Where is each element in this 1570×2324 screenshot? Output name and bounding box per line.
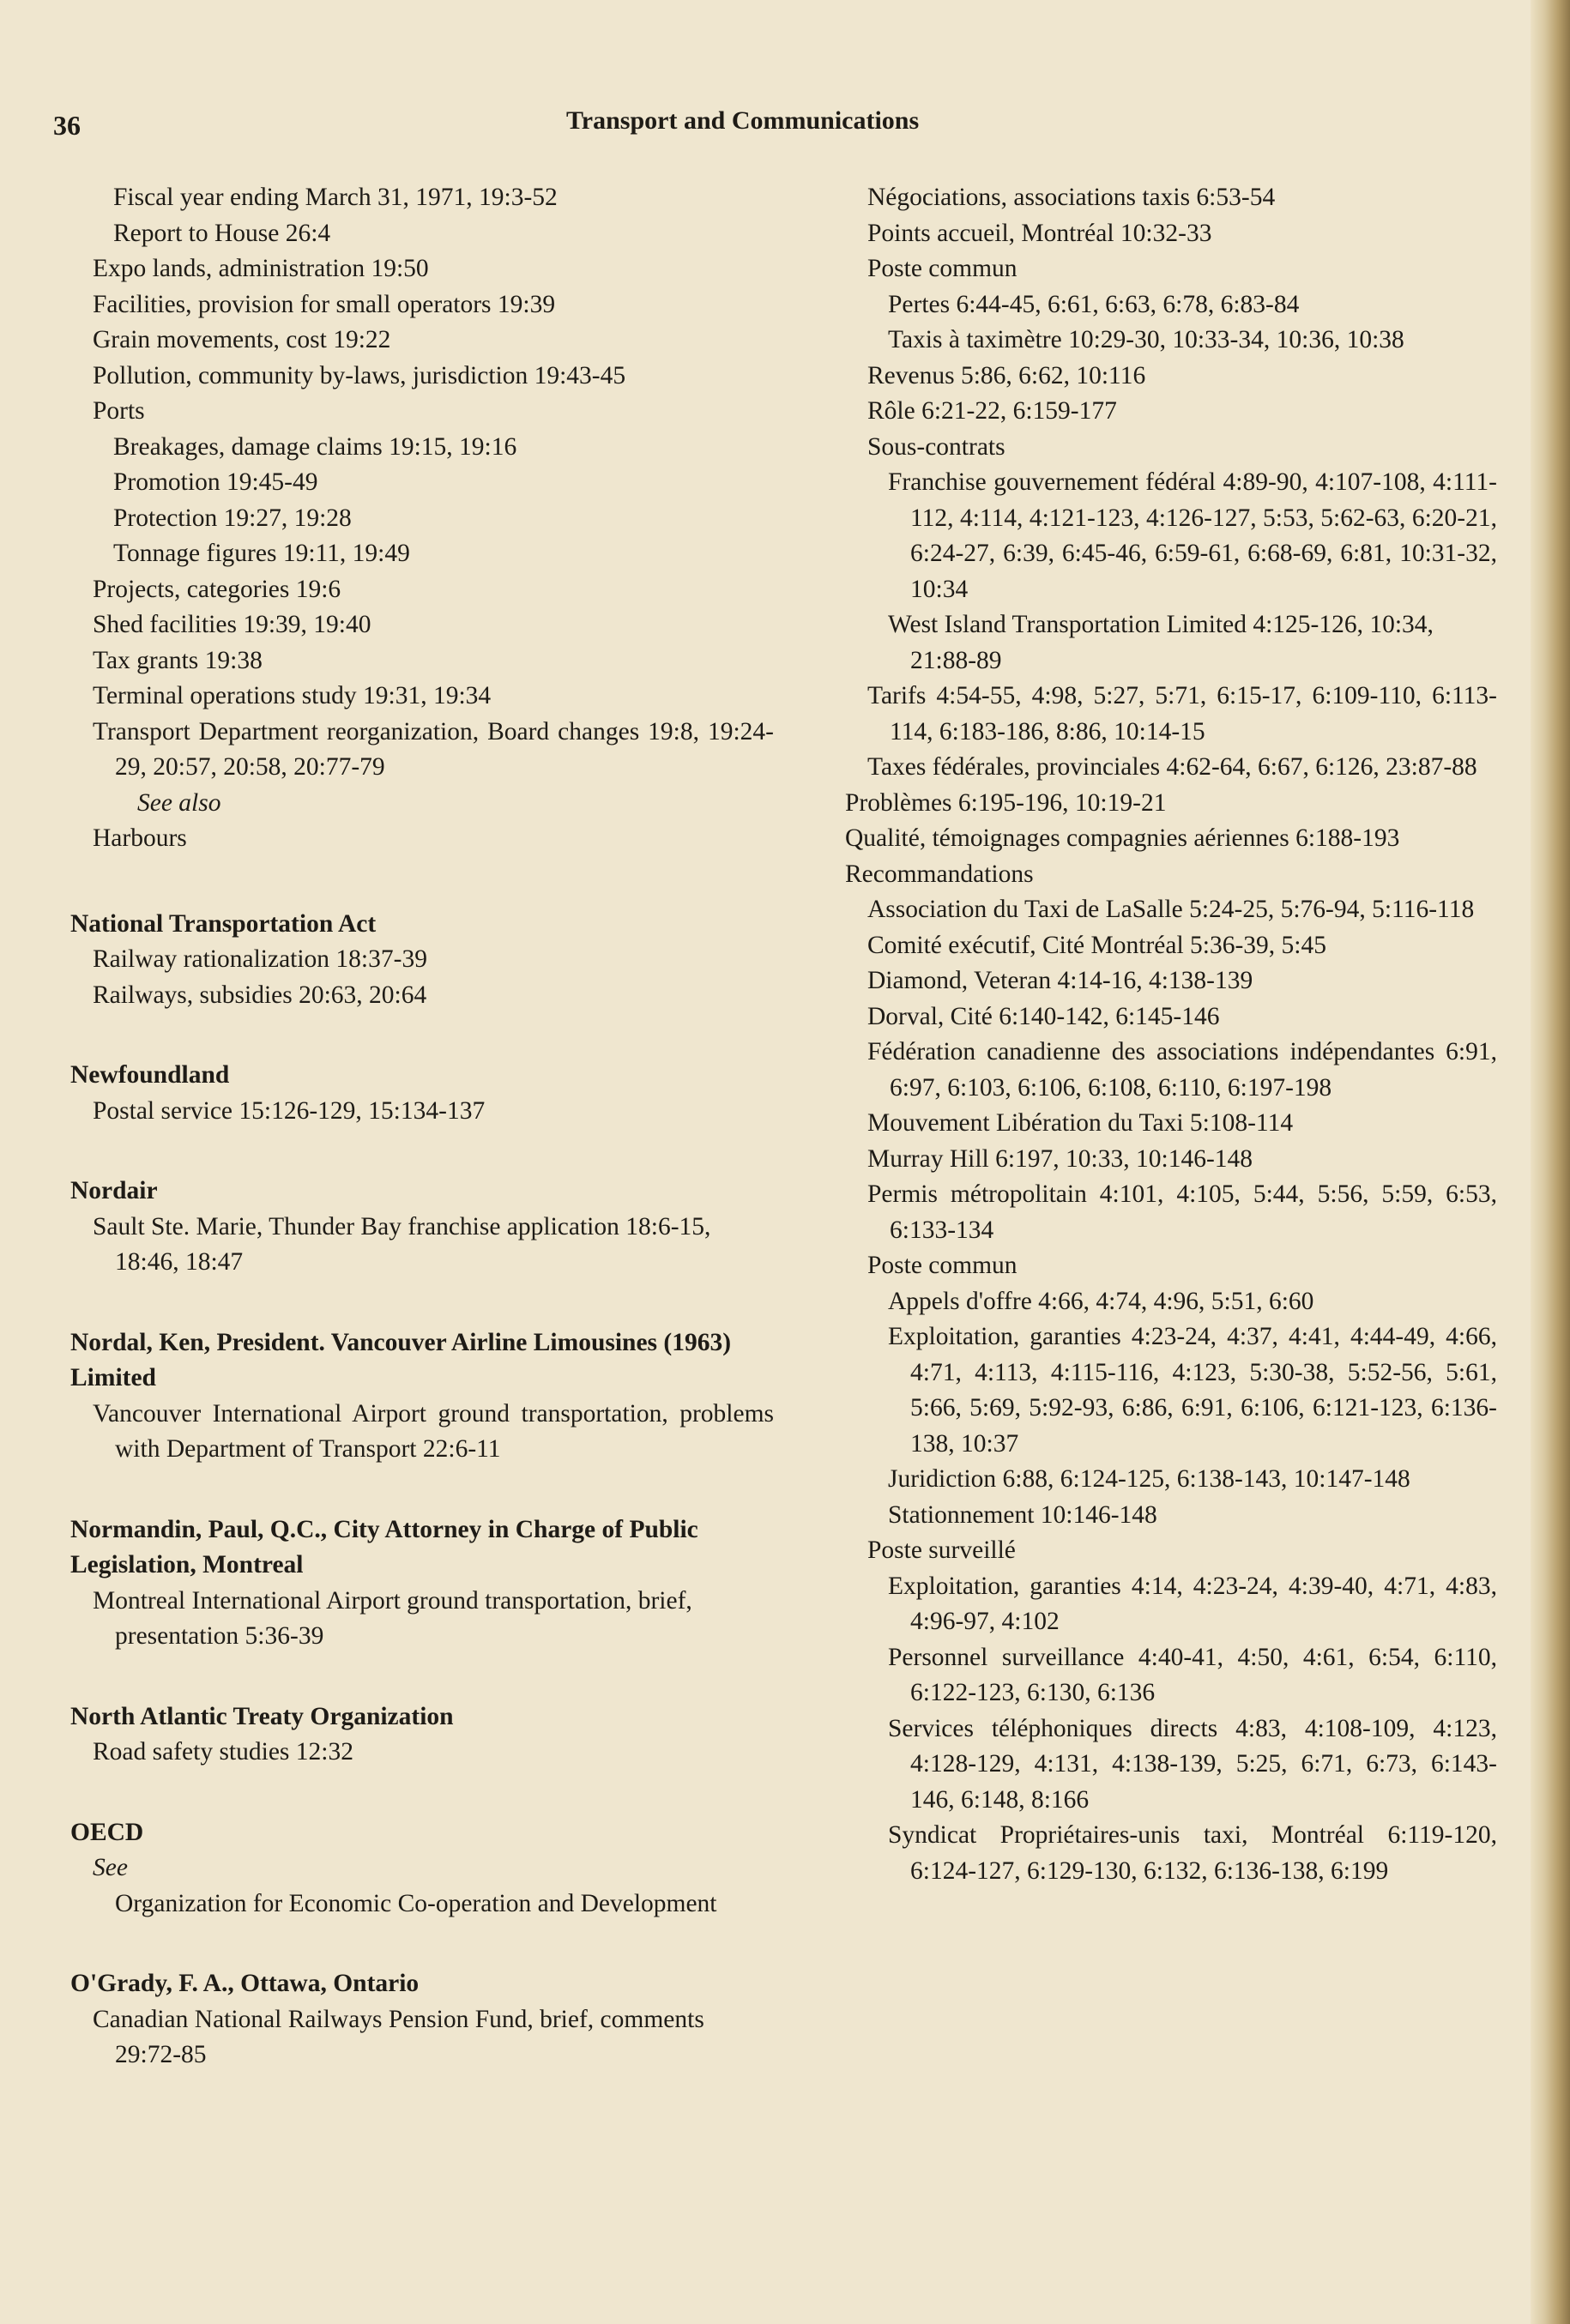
index-entry: Appels d'offre 4:66, 4:74, 4:96, 5:51, 6:60 [888,1287,1314,1315]
index-entry: Dorval, Cité 6:140-142, 6:145-146 [867,1002,1220,1030]
index-entry: Projects, categories 19:6 [93,575,341,603]
index-entry: Shed facilities 19:39, 19:40 [93,611,371,638]
index-entry: Pertes 6:44-45, 6:61, 6:63, 6:78, 6:83-84 [888,290,1300,318]
heading-ogrady: O'Grady, F. A., Ottawa, Ontario [70,1970,420,1997]
index-entry: Terminal operations study 19:31, 19:34 [93,682,492,709]
index-entry: Grain movements, cost 19:22 [93,326,391,353]
index-entry: Railway rationalization 18:37-39 [93,945,427,973]
index-entry: Sault Ste. Marie, Thunder Bay franchise application 18:6-15, 18:46, 18:47 [93,1212,711,1276]
index-entry: Fédération canadienne des associations indépendantes 6:91, 6:97, 6:103, 6:106, 6:108, 6:110, 6:197-198 [867,1038,1497,1102]
index-entry: Promotion 19:45-49 [113,468,318,496]
index-entry: Points accueil, Montréal 10:32-33 [867,219,1212,247]
index-entry: Canadian National Railways Pension Fund, brief, comments 29:72-85 [93,2005,704,2068]
index-entry: Montreal International Airport ground transportation, brief, presentation 5:36-39 [93,1586,692,1650]
index-entry: Rôle 6:21-22, 6:159-177 [867,397,1117,425]
index-entry: Association du Taxi de LaSalle 5:24-25, 5:76-94, 5:116-118 [867,896,1475,923]
index-entry: Poste commun [867,255,1017,282]
see-also-label: See also [137,788,221,817]
index-entry: Tarifs 4:54-55, 4:98, 5:27, 5:71, 6:15-17, 6:109-110, 6:113-114, 6:183-186, 8:86, 10:14-15 [867,682,1497,745]
index-entry: Murray Hill 6:197, 10:33, 10:146-148 [867,1144,1253,1173]
index-entry: Juridiction 6:88, 6:124-125, 6:138-143, 10:147-148 [888,1465,1410,1493]
running-head: Transport and Communications [566,106,920,135]
heading-nordal: Nordal, Ken, President. Vancouver Airline Limousines (1963) Limited [70,1328,732,1391]
index-entry: Syndicat Propriétaires-unis taxi, Montréal 6:119-120, 6:124-127, 6:129-130, 6:132, 6:136-138, 6:199 [888,1821,1497,1885]
index-entry: Exploitation, garanties 4:14, 4:23-24, 4:39-40, 4:71, 4:83, 4:96-97, 4:102 [888,1572,1497,1635]
heading-national-transportation-act: National Transportation Act [70,909,377,938]
index-entry: Tonnage figures 19:11, 19:49 [113,540,410,567]
index-entry: Harbours [93,824,187,852]
index-entry: Exploitation, garanties 4:23-24, 4:37, 4:41, 4:44-49, 4:66, 4:71, 4:113, 4:115-116, 4:123, 5:30-38, 5:52-56, 5:61, 5:66, 5:69, 5:92-93, 6:86, 6:91, 6:106, 6:121-123, 6:136-138, 10:37 [888,1323,1497,1458]
page-edge-shadow [1531,0,1570,2324]
index-entry: Diamond, Veteran 4:14-16, 4:138-139 [867,967,1253,994]
index-entry: Services téléphoniques directs 4:83, 4:108-109, 4:123, 4:128-129, 4:131, 4:138-139, 5:25, 6:71, 6:73, 6:143-146, 6:148, 8:166 [888,1714,1497,1814]
heading-normandin: Normandin, Paul, Q.C., City Attorney in Charge of Public Legislation, Montreal [70,1515,698,1579]
index-entry: Taxis à taximètre 10:29-30, 10:33-34, 10:36, 10:38 [888,326,1404,353]
heading-nordair: Nordair [70,1177,158,1204]
index-entry: Vancouver International Airport ground transportation, problems with Department of Transport 22:6-11 [93,1399,774,1463]
left-column [70,180,774,2073]
index-entry: Breakages, damage claims 19:15, 19:16 [113,432,517,461]
heading-nato: North Atlantic Treaty Organization [70,1702,454,1730]
index-entry: Tax grants 19:38 [93,646,263,674]
index-entry: Stationnement 10:146-148 [888,1500,1157,1529]
index-entry: Expo lands, administration 19:50 [93,255,429,282]
index-entry: Railways, subsidies 20:63, 20:64 [93,981,427,1009]
heading-oecd: OECD [70,1818,144,1846]
index-entry: Taxes fédérales, provinciales 4:62-64, 6:67, 6:126, 23:87-88 [867,753,1477,781]
index-entry: Postal service 15:126-129, 15:134-137 [93,1096,486,1125]
index-entry: Ports [93,397,145,425]
index-entry: Road safety studies 12:32 [93,1738,353,1766]
index-entry: Problèmes 6:195-196, 10:19-21 [845,788,1167,817]
index-entry: Permis métropolitain 4:101, 4:105, 5:44, 5:56, 5:59, 6:53, 6:133-134 [867,1180,1497,1244]
index-entry: Franchise gouvernement fédéral 4:89-90, 4:107-108, 4:111-112, 4:114, 4:121-123, 4:126-127, 5:53, 5:62-63, 6:20-21, 6:24-27, 6:39, 6:45-46, 6:59-61, 6:68-69, 6:81, 10:31-32, 10:34 [888,468,1497,603]
index-entry: Qualité, témoignages compagnies aériennes 6:188-193 [845,824,1400,852]
index-entry: Report to House 26:4 [113,219,331,247]
index-entry: Facilities, provision for small operators 19:39 [93,290,556,318]
see-label: See [93,1854,128,1881]
index-entry: Revenus 5:86, 6:62, 10:116 [867,361,1146,389]
index-entry: Recommandations [845,860,1034,888]
index-entry: Poste surveillé [867,1536,1016,1564]
index-entry: Personnel surveillance 4:40-41, 4:50, 4:61, 6:54, 6:110, 6:122-123, 6:130, 6:136 [888,1643,1497,1706]
index-entry: Protection 19:27, 19:28 [113,504,352,532]
index-entry: Transport Department reorganization, Board changes 19:8, 19:24-29, 20:57, 20:58, 20:77-79 [93,717,774,781]
index-entry: Sous-contrats [867,432,1005,461]
index-entry: West Island Transportation Limited 4:125-126, 10:34, 21:88-89 [888,611,1434,674]
index-entry: Comité exécutif, Cité Montréal 5:36-39, 5:45 [867,931,1326,959]
index-entry: Organization for Economic Co-operation and Development [115,1889,717,1917]
index-entry: Fiscal year ending March 31, 1971, 19:3-52 [113,184,558,211]
index-entry: Mouvement Libération du Taxi 5:108-114 [867,1109,1294,1137]
page-number: 36 [53,110,81,141]
right-column [845,180,1497,1889]
index-entry: Poste commun [867,1252,1017,1279]
heading-newfoundland: Newfoundland [70,1061,230,1089]
index-entry: Pollution, community by-laws, jurisdiction 19:43-45 [93,361,626,389]
index-entry: Négociations, associations taxis 6:53-54 [867,184,1276,211]
